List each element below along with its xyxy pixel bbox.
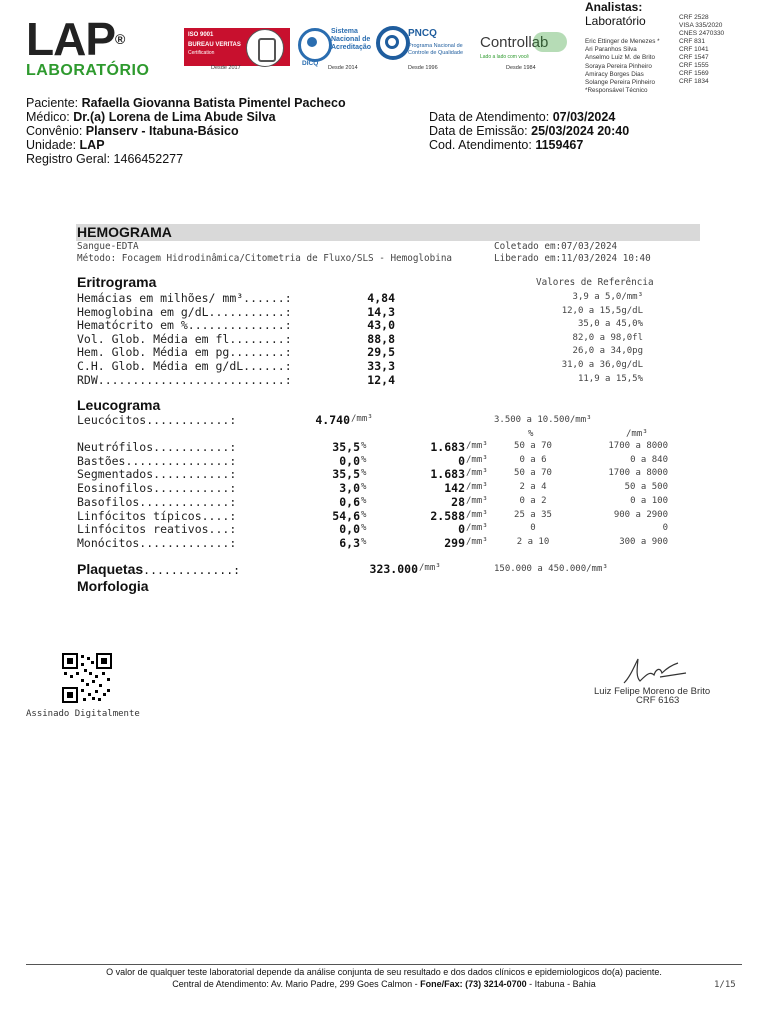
leucograma-row-ref-absolute: 0 a 100	[630, 495, 668, 506]
digital-signature-note: Assinado Digitalmente	[26, 709, 140, 719]
plaquetas-unit: /mm³	[419, 563, 441, 573]
issue-date-line: Data de Emissão: 25/03/2024 20:40	[429, 124, 630, 138]
page-number: 1/15	[714, 980, 736, 990]
visit-code-line: Cod. Atendimento: 1159467	[429, 138, 584, 152]
eritrograma-row-label: RDW...........................:	[77, 372, 292, 387]
footer-disclaimer: O valor de qualquer teste laboratorial depende da análise conjunta de seu resultado e dos dados clínicos e epidemiologicos do(a) paciente.	[106, 967, 662, 977]
leucograma-row-ref-absolute: 0 a 840	[630, 454, 668, 465]
since-label: Desde 2014	[328, 65, 358, 71]
leucograma-row-label: Monócitos.............:	[77, 535, 237, 550]
eritrograma-row-label: Hemácias em milhões/ mm³......:	[77, 291, 292, 305]
leucograma-row-absolute: 2.588	[430, 508, 465, 523]
leucograma-row-ref-percent: 25 a 35	[514, 509, 552, 520]
percent-sign: %	[361, 468, 367, 479]
pncq-logo-icon	[376, 26, 410, 60]
percent-sign: %	[361, 536, 367, 547]
eritrograma-row-reference: 11,9 a 15,5%	[577, 373, 643, 384]
leucograma-row-absolute: 299	[444, 535, 465, 550]
controllab-badge-icon	[533, 32, 567, 52]
eritrograma-row-label: Vol. Glob. Média em fl........:	[77, 331, 292, 346]
leucograma-row-percent: 6,3	[339, 535, 360, 550]
leucograma-row-absolute: 0	[458, 522, 465, 537]
leucograma-row-ref-absolute: 0	[662, 523, 668, 534]
eritrograma-row-label: C.H. Glob. Média em g/dL......:	[77, 359, 292, 373]
leucograma-row-percent: 3,0	[339, 481, 360, 496]
pncq-subtitle: Programa Nacional de Controle de Qualidade	[408, 43, 464, 56]
leucograma-row-label: Neutrófilos...........:	[77, 440, 237, 454]
patient-name-line: Paciente: Rafaella Giovanna Batista Pimentel Pacheco	[26, 96, 346, 110]
column-absolute-header: /mm³	[626, 429, 648, 439]
analysts-title: Analistas:	[585, 0, 643, 14]
absolute-unit: /mm³	[466, 441, 488, 451]
morfologia-title: Morfologia	[77, 578, 149, 594]
dicq-seal-icon	[298, 28, 332, 62]
leucograma-row-ref-percent: 50 a 70	[514, 441, 552, 451]
plaquetas-reference: 150.000 a 450.000/mm³	[494, 564, 608, 574]
bureau-veritas-emblem-icon	[246, 29, 284, 67]
doctor-line: Médico: Dr.(a) Lorena de Lima Abude Silva	[26, 110, 276, 124]
footer-divider	[26, 964, 742, 965]
pncq-name: PNCQ	[408, 28, 437, 39]
absolute-unit: /mm³	[466, 536, 488, 547]
since-label: Desde 2017	[211, 65, 241, 71]
sample-type: Sangue-EDTA	[77, 241, 139, 252]
eritrograma-row-value: 43,0	[367, 318, 395, 333]
analyst-names: Eric Ettinger de Menezes * Ari Paranhos Silva Anselmo Luiz M. de Brito Soraya Pereira Pinheiro Amiracy Borges Dias Solange Pereira Pinheiro *Responsável Técnico	[585, 38, 660, 95]
logo-subtitle: LABORATÓRIO	[26, 62, 150, 79]
leucograma-row-ref-absolute: 50 a 500	[624, 482, 668, 493]
leucograma-row-absolute: 142	[444, 481, 465, 496]
leucograma-row-ref-percent: 2 a 10	[516, 536, 550, 547]
collected-date: Coletado em:07/03/2024	[494, 241, 618, 252]
absolute-unit: /mm³	[466, 482, 488, 493]
leucograma-row-label: Basofilos.............:	[77, 494, 237, 509]
plaquetas-title: Plaquetas.............:	[77, 561, 241, 577]
eritrograma-row-reference: 3,9 a 5,0/mm³	[572, 292, 643, 302]
eritrograma-row-value: 4,84	[367, 291, 395, 305]
leucograma-row-ref-absolute: 1700 a 8000	[608, 468, 668, 479]
percent-sign: %	[361, 509, 367, 520]
leucograma-row-ref-percent: 0 a 2	[519, 495, 547, 506]
qr-code	[62, 653, 112, 703]
plaquetas-value: 323.000	[369, 562, 418, 576]
footer-contact: Central de Atendimento: Av. Mario Padre, 299 Goes Calmon - Fone/Fax: (73) 3214-0700 - Itabuna - Bahia	[172, 979, 596, 989]
leucograma-row-percent: 0,6	[339, 494, 360, 509]
absolute-unit: /mm³	[466, 509, 488, 520]
absolute-unit: /mm³	[466, 468, 488, 479]
leucograma-row-absolute: 1.683	[430, 440, 465, 454]
exam-method: Método: Focagem Hidrodinâmica/Citometria de Fluxo/SLS - Hemoglobina	[77, 253, 453, 264]
leucograma-row-ref-absolute: 300 a 900	[619, 536, 668, 547]
controllab-logo: Controllab	[480, 34, 549, 51]
leucograma-row-ref-percent: 0	[530, 523, 536, 534]
absolute-unit: /mm³	[466, 454, 488, 465]
eritrograma-row-value: 12,4	[367, 372, 395, 387]
patient-info	[26, 96, 346, 166]
eritrograma-row-reference: 82,0 a 98,0fl	[572, 332, 643, 343]
visit-info	[429, 110, 629, 152]
released-date: Liberado em:11/03/2024 10:40	[494, 253, 651, 264]
eritrograma-row-label: Hemoglobina em g/dL...........:	[77, 304, 292, 319]
leucograma-title: Leucograma	[77, 397, 161, 413]
logo-main: LAP®	[26, 13, 125, 65]
percent-sign: %	[361, 495, 367, 506]
eritrograma-row-value: 29,5	[367, 345, 395, 360]
eritrograma-row-value: 88,8	[367, 331, 395, 346]
visit-date-line: Data de Atendimento: 07/03/2024	[429, 110, 616, 124]
since-label: Desde 1996	[408, 65, 438, 71]
absolute-unit: /mm³	[466, 523, 488, 534]
percent-sign: %	[361, 482, 367, 493]
leucograma-row-ref-absolute: 900 a 2900	[613, 509, 668, 520]
leucocitos-reference: 3.500 a 10.500/mm³	[494, 415, 592, 425]
leucograma-row-ref-absolute: 1700 a 8000	[608, 441, 668, 451]
signer-crf: CRF 6163	[636, 695, 680, 706]
since-label: Desde 1984	[506, 65, 536, 71]
leucograma-row-absolute: 0	[458, 453, 465, 468]
eritrograma-row-reference: 35,0 a 45,0%	[577, 319, 643, 330]
handwritten-signature	[620, 655, 690, 687]
leucograma-row-label: Segmentados...........:	[77, 467, 237, 482]
analysts-subtitle: Laboratório	[585, 14, 646, 28]
leucocitos-label: Leucócitos............:	[77, 413, 237, 427]
percent-sign: %	[361, 523, 367, 534]
percent-sign: %	[361, 441, 367, 451]
lab-logo	[26, 13, 156, 84]
unit-line: Unidade: LAP	[26, 138, 105, 152]
insurance-line: Convênio: Planserv - Itabuna-Básico	[26, 124, 239, 138]
eritrograma-row-label: Hematócrito em %..............:	[77, 318, 292, 333]
crf-list: CRF 2528 VISA 335/2020 CNES 2470330 CRF 831 CRF 1041 CRF 1547 CRF 1555 CRF 1569 CRF 1834	[679, 14, 725, 85]
eritrograma-row-reference: 31,0 a 36,0g/dL	[561, 360, 643, 370]
leucograma-row-percent: 0,0	[339, 522, 360, 537]
registry-line: Registro Geral: 1466452277	[26, 152, 184, 166]
dicq-name: Sistema Nacional de Acreditação	[331, 28, 372, 51]
leucograma-row-ref-percent: 2 a 4	[519, 482, 547, 493]
leucocitos-value: 4.740	[315, 413, 350, 427]
leucograma-row-label: Linfócitos típicos....:	[77, 508, 237, 523]
leucograma-row-percent: 35,5	[332, 440, 360, 454]
eritrograma-title: Eritrograma	[77, 274, 157, 290]
leucograma-row-percent: 35,5	[332, 467, 360, 482]
eritrograma-row-reference: 12,0 a 15,5g/dL	[561, 305, 643, 316]
exam-title: HEMOGRAMA	[77, 224, 172, 240]
signer-name: Luiz Felipe Moreno de Brito	[594, 686, 711, 697]
leucograma-row-label: Bastões...............:	[77, 453, 237, 468]
leucocitos-unit: /mm³	[351, 414, 373, 424]
eritrograma-row-label: Hem. Glob. Média em pg........:	[77, 345, 292, 360]
absolute-unit: /mm³	[466, 495, 488, 506]
dicq-short: DICQ	[302, 60, 319, 67]
leucograma-row-percent: 54,6	[332, 508, 360, 523]
leucograma-row-absolute: 28	[451, 494, 465, 509]
leucograma-row-percent: 0,0	[339, 453, 360, 468]
column-percent-header: %	[528, 429, 534, 439]
leucograma-row-absolute: 1.683	[430, 467, 465, 482]
eritrograma-row-reference: 26,0 a 34,0pg	[572, 346, 643, 357]
percent-sign: %	[361, 454, 367, 465]
eritrograma-row-value: 33,3	[367, 359, 395, 373]
eritrograma-row-value: 14,3	[367, 304, 395, 319]
reference-values-title: Valores de Referência	[536, 277, 654, 288]
leucograma-row-ref-percent: 50 a 70	[514, 468, 552, 479]
controllab-tagline: Lado a lado com você	[480, 54, 529, 60]
leucograma-row-label: Eosinofilos...........:	[77, 481, 237, 496]
iso-bureau-veritas-seal: ISO 9001 BUREAU VERITAS Certification	[184, 28, 290, 66]
leucograma-row-label: Linfócitos reativos...:	[77, 522, 237, 537]
leucograma-row-ref-percent: 0 a 6	[519, 454, 547, 465]
